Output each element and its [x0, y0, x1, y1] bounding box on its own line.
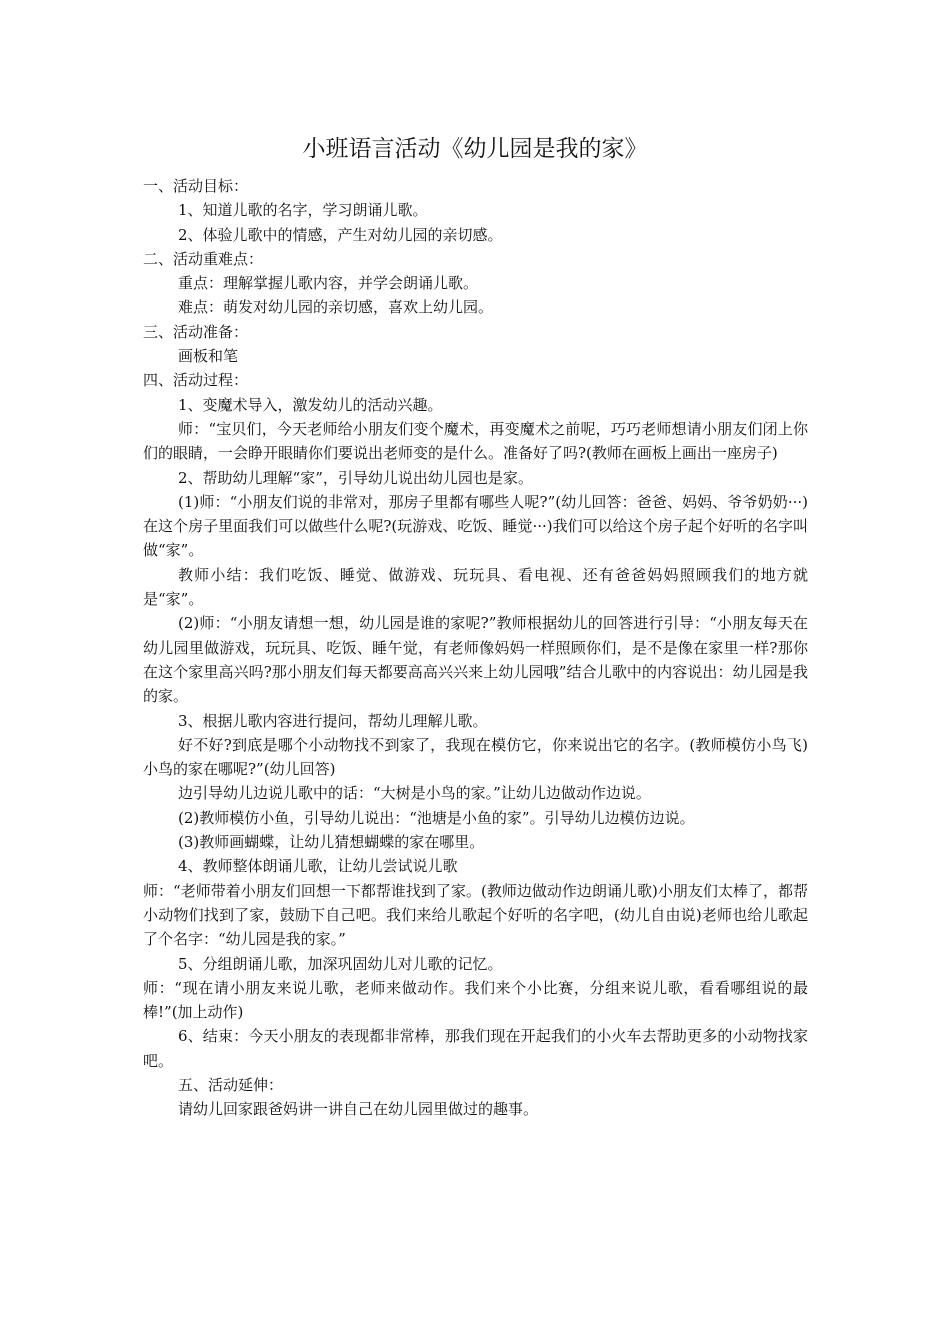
- section-heading: 一、活动目标：: [143, 177, 249, 195]
- paragraph: 5、分组朗诵儿歌，加深巩固幼儿对儿歌的记忆。: [178, 954, 503, 973]
- paragraph: 1、知道儿歌的名字，学习朗诵儿歌。: [178, 201, 428, 220]
- document-body: [143, 174, 808, 1122]
- paragraph: 6、结束：今天小朋友的表现都非常棒，那我们现在开起我们的小火车去帮助更多的小动物找家吧。: [143, 1027, 808, 1070]
- paragraph: (1)师：“小朋友们说的非常对，那房子里都有哪些人呢?”(幼儿回答：爸爸、妈妈、爷爷奶奶···)在这个房子里面我们可以做些什么呢?(玩游戏、吃饭、睡觉···)我们可以给这个房子起个好听的名字叫做“家”。: [143, 492, 808, 560]
- paragraph: 师：“老师带着小朋友们回想一下都帮谁找到了家。(教师边做动作边朗诵儿歌)小朋友们太棒了，都帮小动物们找到了家，鼓励下自己吧。我们来给儿歌起个好听的名字吧，(幼儿自由说)老师也给儿歌起了个名字：“幼儿园是我的家。”: [143, 881, 808, 949]
- paragraph: 师：“宝贝们，今天老师给小朋友们变个魔术，再变魔术之前呢，巧巧老师想请小朋友们闭上你们的眼睛，一会睁开眼睛你们要说出老师变的是什么。准备好了吗?(教师在画板上画出一座房子): [143, 419, 808, 463]
- document-title: 小班语言活动《幼儿园是我的家》: [302, 136, 648, 162]
- paragraph: 2、帮助幼儿理解“家”，引导幼儿说出幼儿园也是家。: [178, 468, 533, 487]
- paragraph: 画板和笔: [178, 347, 239, 366]
- paragraph: (3)教师画蝴蝶，让幼儿猜想蝴蝶的家在哪里。: [178, 833, 485, 852]
- paragraph: 1、变魔术导入，激发幼儿的活动兴趣。: [178, 395, 443, 414]
- paragraph: (2)师：“小朋友请想一想，幼儿园是谁的家呢?”教师根据幼儿的回答进行引导：“小朋友每天在幼儿园里做游戏，玩玩具、吃饭、睡午觉，有老师像妈妈一样照顾你们，是不是像在家里一样?那你在这个家里高兴吗?那小朋友们每天都要高高兴兴来上幼儿园哦”结合儿歌中的内容说出：幼儿园是我的家。: [143, 614, 808, 706]
- paragraph: 3、根据儿歌内容进行提问，帮幼儿理解儿歌。: [178, 711, 488, 730]
- paragraph: 师：“现在请小朋友来说儿歌，老师来做动作。我们来个小比赛，分组来说儿歌，看看哪组说的最棒!”(加上动作): [143, 978, 808, 1022]
- section-heading: 四、活动过程：: [143, 371, 249, 390]
- paragraph: 2、体验儿歌中的情感，产生对幼儿园的亲切感。: [178, 225, 503, 244]
- paragraph: (2)教师模仿小鱼，引导幼儿说出：“池塘是小鱼的家”。引导幼儿边模仿边说。: [178, 808, 695, 827]
- paragraph: 请幼儿回家跟爸妈讲一讲自己在幼儿园里做过的趣事。: [178, 1100, 539, 1119]
- paragraph: 五、活动延伸：: [178, 1075, 284, 1094]
- paragraph: 边引导幼儿边说儿歌中的话：“大树是小鸟的家。”让幼儿边做动作边说。: [178, 784, 651, 803]
- paragraph: 教师小结：我们吃饭、睡觉、做游戏、玩玩具、看电视、还有爸爸妈妈照顾我们的地方就是“家”。: [143, 565, 808, 609]
- paragraph: 难点：萌发对幼儿园的亲切感，喜欢上幼儿园。: [178, 298, 494, 317]
- section-heading: 三、活动准备：: [143, 322, 249, 341]
- section-heading: 二、活动重难点：: [143, 249, 264, 268]
- paragraph: 4、教师整体朗诵儿歌，让幼儿尝试说儿歌: [178, 857, 458, 876]
- paragraph: 重点：理解掌握儿歌内容，并学会朗诵儿歌。: [178, 274, 479, 293]
- paragraph: 好不好?到底是哪个小动物找不到家了，我现在模仿它，你来说出它的名字。(教师模仿小鸟飞)小鸟的家在哪呢?”(幼儿回答): [143, 735, 808, 779]
